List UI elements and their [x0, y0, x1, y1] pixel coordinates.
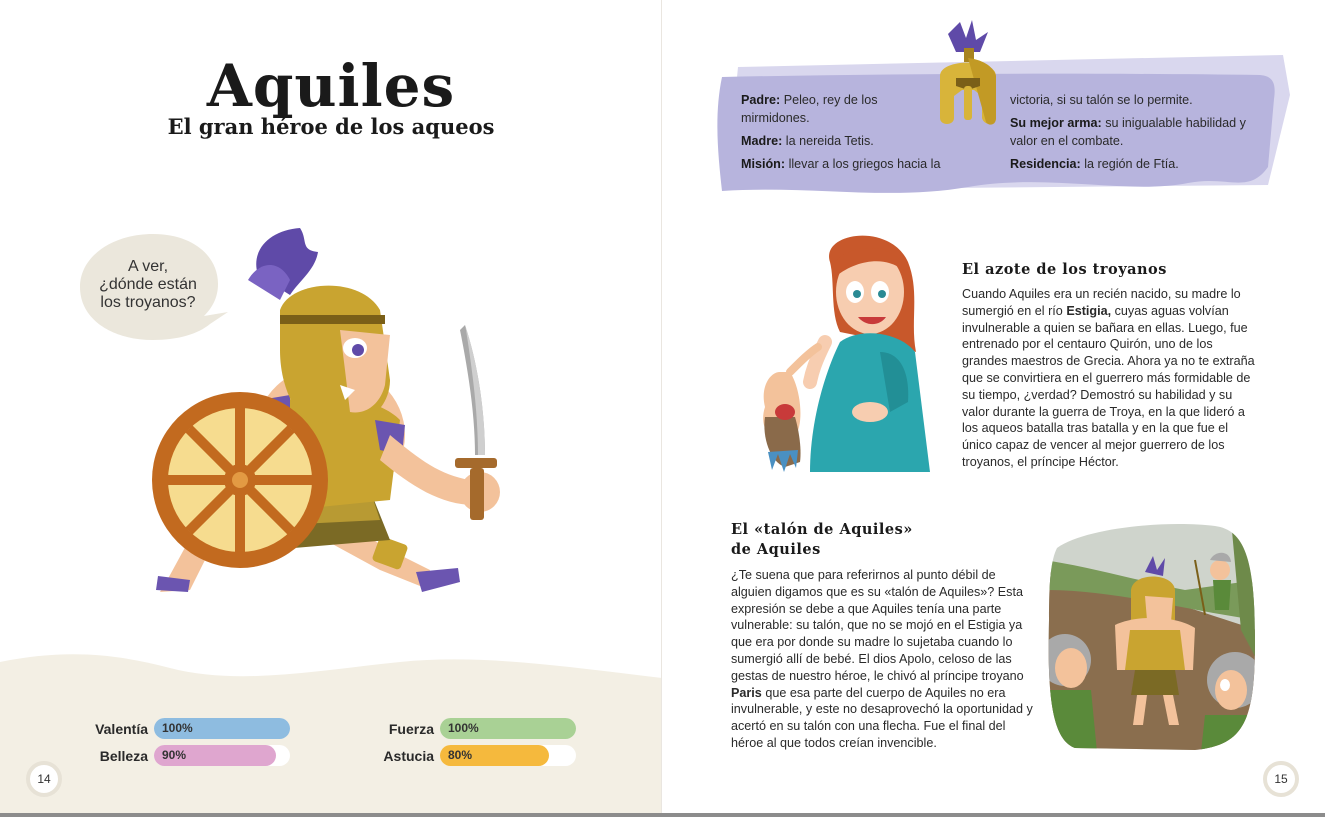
padre-text: Peleo, rey de los mirmidones.	[741, 93, 878, 125]
stat-value: 90%	[162, 748, 187, 762]
info-arma	[1010, 114, 1255, 150]
info-mision	[741, 155, 941, 173]
section-2-title-line-1: El «talón de Aquiles»	[731, 521, 913, 538]
page-title: Aquiles	[206, 52, 456, 120]
stat-value: 100%	[162, 721, 193, 735]
section-2-text-a: ¿Te suena que para referirnos al punto débil de alguien digamos que es su «talón de Aquiles»? Esta expresión se debe a que Aquiles tenía una parte vulnerable: su talón, que no se mojó en el Estigia ya que era por donde su madre lo sujetaba cuando lo sumergió allí de bebé. El dios Apolo, celoso de las gestas de nuestro héroe, le chivó al príncipe troyano	[731, 568, 1024, 683]
mision-label: Misión:	[741, 157, 786, 171]
padre-label: Padre:	[741, 93, 781, 107]
residencia-label: Residencia:	[1010, 157, 1081, 171]
thetis-illustration	[740, 222, 940, 484]
info-padre	[741, 91, 941, 127]
stat-value: 100%	[448, 721, 479, 735]
section-1-text-bold: Estigia,	[1066, 303, 1112, 318]
section-2-body	[731, 567, 1034, 752]
residencia-text: la región de Ftía.	[1084, 157, 1179, 171]
stat-astucia	[290, 745, 590, 767]
achilles-illustration	[140, 220, 540, 620]
section-2-text-bold: Paris	[731, 685, 762, 700]
arma-label: Su mejor arma:	[1010, 116, 1102, 130]
page-number-left: 14	[26, 761, 62, 797]
section-2-text-b: que esa parte del cuerpo de Aquiles no era invulnerable, y este no desaprovechó la oportunidad y acertó en su talón con una flecha. Fue el final del héroe al que todos creían invencible.	[731, 685, 1033, 750]
stat-label: Fuerza	[388, 721, 434, 737]
stat-track	[154, 718, 290, 739]
page-subtitle: El gran héroe de los aqueos	[167, 114, 495, 139]
bottom-edge	[0, 813, 1325, 817]
stat-label: Astucia	[383, 748, 434, 764]
info-residencia	[1010, 155, 1255, 173]
info-madre	[741, 132, 941, 150]
left-page	[0, 0, 662, 817]
section-1-body	[962, 286, 1257, 471]
section-1-text-b: cuyas aguas volvían invulnerable a quien se bañara en ellas. Luego, fue entrenado por el centauro Quirón, uno de los grandes maestros de Grecia. Ahora ya no te extraña que se convirtiera en el guerrero más formidable de su tiempo, ¿verdad? Demostró su habilidad y su valor durante la guerra de Troya, en la que lideró a los aqueos batalla tras batalla y en la que fue el único capaz de vencer al mejor guerrero de los troyanos, el príncipe Héctor.	[962, 303, 1255, 469]
speech-line-1: A ver,	[127, 258, 169, 275]
madre-text: la nereida Tetis.	[785, 134, 874, 148]
page-number-right: 15	[1263, 761, 1299, 797]
mision-text: llevar a los griegos hacia la	[788, 157, 941, 171]
stat-track	[440, 745, 576, 766]
helmet-icon	[930, 18, 1006, 130]
info-mision-cont: victoria, si su talón se lo permite.	[1010, 93, 1193, 107]
section-2-title	[731, 520, 1031, 560]
section-1-text-a: Cuando Aquiles era un recién nacido, su madre lo sumergió en el río	[962, 287, 1241, 318]
stat-track	[154, 745, 290, 766]
stat-track	[440, 718, 576, 739]
info-col-left	[741, 91, 941, 178]
speech-line-2: ¿dónde están	[99, 276, 197, 293]
section-1-title: El azote de los troyanos	[962, 261, 1167, 278]
madre-label: Madre:	[741, 134, 783, 148]
info-col-right	[1010, 91, 1255, 178]
arma-text: su inigualable habilidad y valor en el combate.	[1010, 116, 1246, 148]
stat-valentia	[0, 718, 300, 740]
stat-label: Belleza	[99, 748, 148, 764]
speech-line-3: los troyanos?	[100, 294, 196, 311]
battle-illustration	[1045, 520, 1257, 752]
stat-value: 80%	[448, 748, 473, 762]
stat-fuerza	[290, 718, 590, 740]
stat-label: Valentía	[95, 721, 148, 737]
section-2-title-line-2: de Aquiles	[731, 541, 821, 558]
